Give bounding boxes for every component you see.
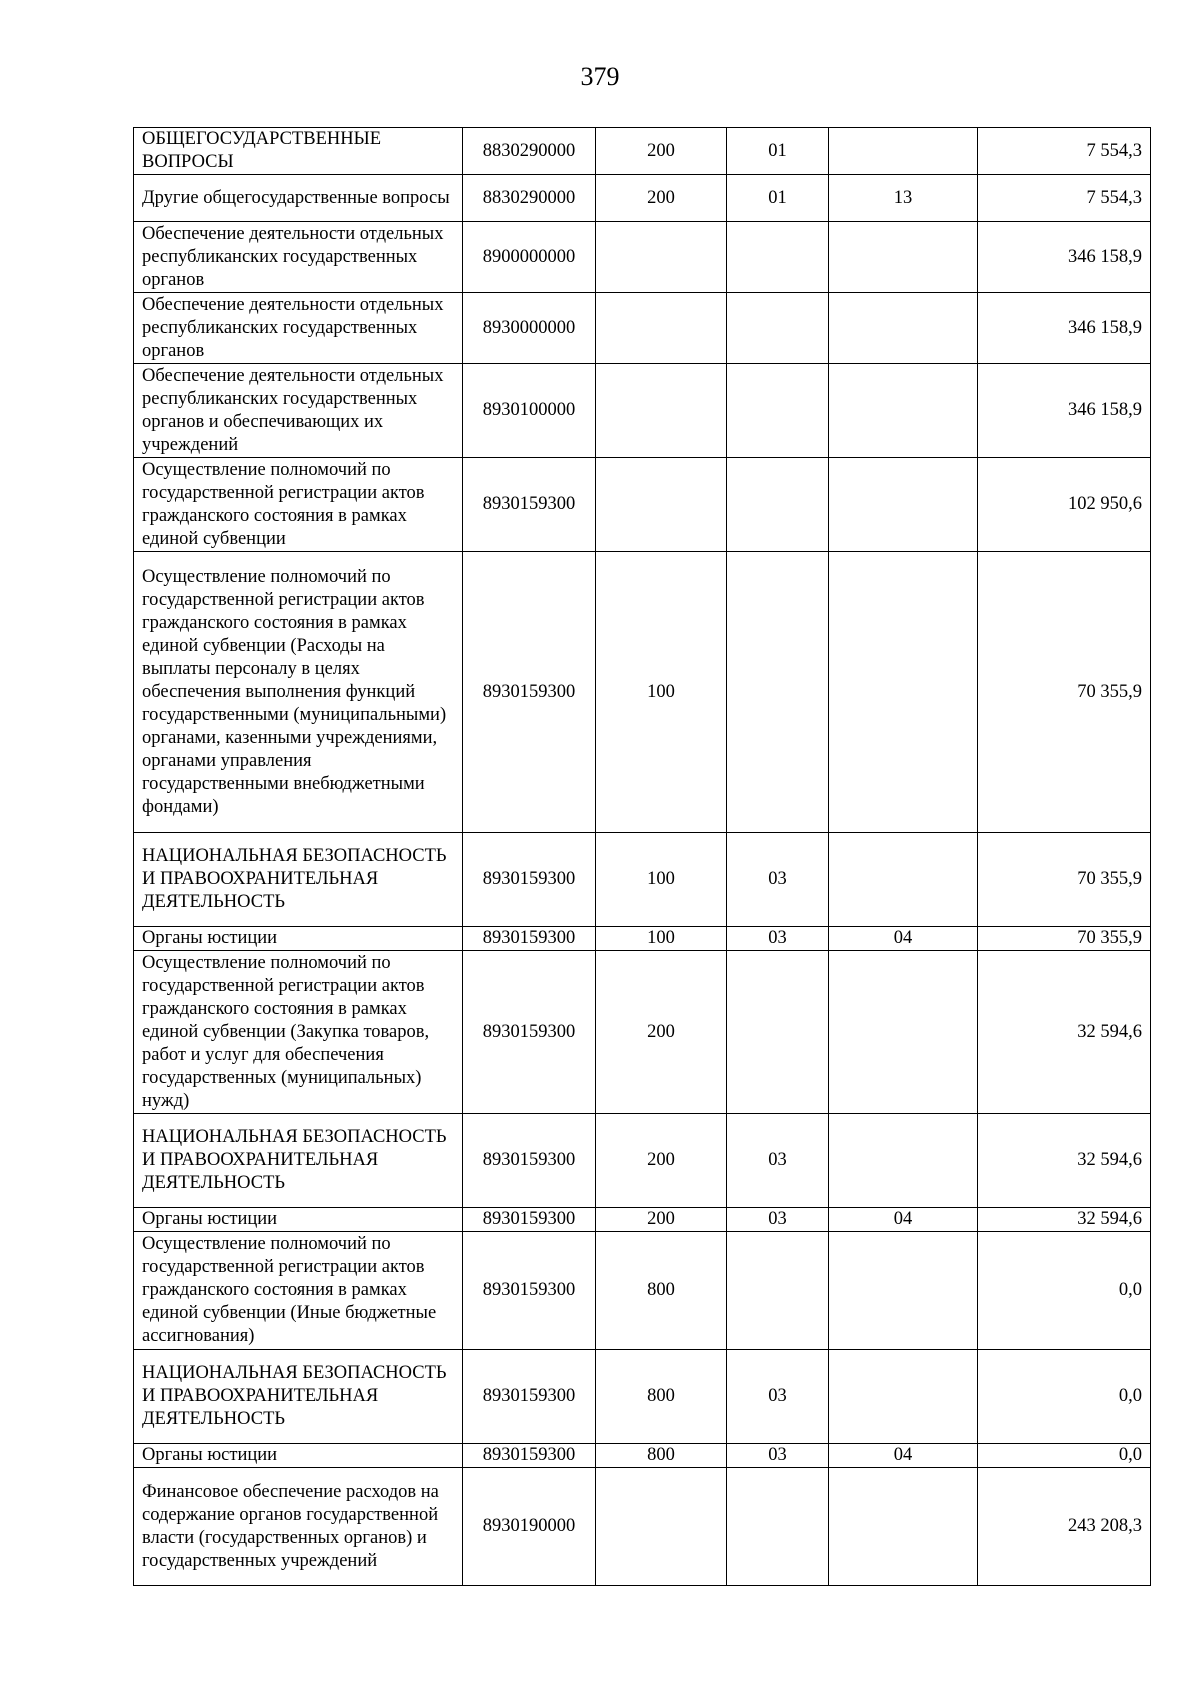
row-expense-type: 100 (596, 833, 727, 927)
row-expense-type (596, 222, 727, 293)
table-row (134, 293, 1151, 364)
row-subsection (829, 458, 978, 552)
row-expense-type: 200 (596, 1114, 727, 1208)
row-target-code: 8930159300 (463, 1444, 596, 1468)
row-section: 03 (727, 1444, 829, 1468)
row-target-code: 8930159300 (463, 833, 596, 927)
table-row (134, 1468, 1151, 1586)
row-section (727, 1232, 829, 1350)
table-row (134, 1350, 1151, 1444)
table-row (134, 1208, 1151, 1232)
table-row (134, 1232, 1151, 1350)
row-expense-type (596, 458, 727, 552)
table-row (134, 552, 1151, 833)
row-expense-type: 800 (596, 1232, 727, 1350)
row-section: 03 (727, 1208, 829, 1232)
row-subsection (829, 833, 978, 927)
row-subsection (829, 364, 978, 458)
row-target-code: 8930100000 (463, 364, 596, 458)
row-expense-type (596, 293, 727, 364)
row-subsection (829, 552, 978, 833)
row-expense-type (596, 364, 727, 458)
row-target-code: 8900000000 (463, 222, 596, 293)
row-name: Органы юстиции (134, 1444, 463, 1468)
row-section: 03 (727, 1350, 829, 1444)
row-subsection: 04 (829, 927, 978, 951)
row-subsection: 04 (829, 1208, 978, 1232)
row-name: ОБЩЕГОСУДАРСТВЕННЫЕ ВОПРОСЫ (134, 128, 463, 175)
budget-table (133, 127, 1151, 1586)
row-amount: 0,0 (978, 1232, 1151, 1350)
row-expense-type: 800 (596, 1444, 727, 1468)
table-row (134, 364, 1151, 458)
table-row (134, 927, 1151, 951)
row-target-code: 8930000000 (463, 293, 596, 364)
row-target-code: 8930159300 (463, 552, 596, 833)
row-target-code: 8830290000 (463, 175, 596, 222)
row-name: Обеспечение деятельности отдельных республиканских государственных органов (134, 293, 463, 364)
row-name: Осуществление полномочий по государственной регистрации актов гражданского состояния в рамках единой субвенции (134, 458, 463, 552)
row-target-code: 8930159300 (463, 927, 596, 951)
row-section (727, 222, 829, 293)
row-name: Органы юстиции (134, 927, 463, 951)
row-name: НАЦИОНАЛЬНАЯ БЕЗОПАСНОСТЬ И ПРАВООХРАНИТЕЛЬНАЯ ДЕЯТЕЛЬНОСТЬ (134, 1114, 463, 1208)
row-subsection (829, 951, 978, 1114)
row-name: Осуществление полномочий по государственной регистрации актов гражданского состояния в рамках единой субвенции (Закупка товаров, работ и услуг для обеспечения государственных (муниципальных) нужд) (134, 951, 463, 1114)
row-target-code: 8930159300 (463, 1208, 596, 1232)
budget-table-body (134, 128, 1151, 1586)
row-section: 01 (727, 175, 829, 222)
row-name: НАЦИОНАЛЬНАЯ БЕЗОПАСНОСТЬ И ПРАВООХРАНИТЕЛЬНАЯ ДЕЯТЕЛЬНОСТЬ (134, 833, 463, 927)
row-expense-type: 200 (596, 951, 727, 1114)
table-row (134, 175, 1151, 222)
row-subsection (829, 293, 978, 364)
row-section (727, 293, 829, 364)
row-amount: 32 594,6 (978, 1114, 1151, 1208)
table-row (134, 951, 1151, 1114)
row-section: 03 (727, 833, 829, 927)
row-subsection (829, 128, 978, 175)
row-expense-type: 800 (596, 1350, 727, 1444)
row-section: 01 (727, 128, 829, 175)
row-subsection (829, 1232, 978, 1350)
row-subsection: 04 (829, 1444, 978, 1468)
row-subsection (829, 1350, 978, 1444)
row-section (727, 458, 829, 552)
row-name: Другие общегосударственные вопросы (134, 175, 463, 222)
table-row (134, 222, 1151, 293)
row-amount: 32 594,6 (978, 1208, 1151, 1232)
row-amount: 102 950,6 (978, 458, 1151, 552)
row-target-code: 8930159300 (463, 458, 596, 552)
row-subsection (829, 1468, 978, 1586)
row-name: Обеспечение деятельности отдельных республиканских государственных органов и обеспечивающих их учреждений (134, 364, 463, 458)
row-target-code: 8930190000 (463, 1468, 596, 1586)
row-amount: 346 158,9 (978, 222, 1151, 293)
row-expense-type: 100 (596, 927, 727, 951)
row-amount: 0,0 (978, 1350, 1151, 1444)
row-amount: 243 208,3 (978, 1468, 1151, 1586)
row-subsection: 13 (829, 175, 978, 222)
row-target-code: 8930159300 (463, 951, 596, 1114)
table-row (134, 1114, 1151, 1208)
row-name: Финансовое обеспечение расходов на содержание органов государственной власти (государственных органов) и государственных учреждений (134, 1468, 463, 1586)
row-name: Осуществление полномочий по государственной регистрации актов гражданского состояния в рамках единой субвенции (Иные бюджетные ассигнования) (134, 1232, 463, 1350)
row-amount: 70 355,9 (978, 552, 1151, 833)
row-target-code: 8830290000 (463, 128, 596, 175)
row-section: 03 (727, 1114, 829, 1208)
row-amount: 70 355,9 (978, 927, 1151, 951)
row-name: Осуществление полномочий по государственной регистрации актов гражданского состояния в рамках единой субвенции (Расходы на выплаты персоналу в целях обеспечения выполнения функций государственными (муниципальными) органами, казенными учреждениями, органами управления государственными внебюджетными фондами) (134, 552, 463, 833)
row-amount: 346 158,9 (978, 293, 1151, 364)
row-expense-type (596, 1468, 727, 1586)
row-expense-type: 200 (596, 128, 727, 175)
row-subsection (829, 1114, 978, 1208)
row-amount: 70 355,9 (978, 833, 1151, 927)
row-expense-type: 200 (596, 1208, 727, 1232)
row-target-code: 8930159300 (463, 1114, 596, 1208)
row-expense-type: 200 (596, 175, 727, 222)
row-name: Органы юстиции (134, 1208, 463, 1232)
row-amount: 0,0 (978, 1444, 1151, 1468)
row-amount: 7 554,3 (978, 175, 1151, 222)
row-section (727, 1468, 829, 1586)
page-number: 379 (580, 62, 620, 91)
row-amount: 32 594,6 (978, 951, 1151, 1114)
row-section (727, 364, 829, 458)
row-section (727, 552, 829, 833)
row-section (727, 951, 829, 1114)
row-name: Обеспечение деятельности отдельных республиканских государственных органов (134, 222, 463, 293)
row-target-code: 8930159300 (463, 1232, 596, 1350)
table-row (134, 1444, 1151, 1468)
row-amount: 7 554,3 (978, 128, 1151, 175)
row-subsection (829, 222, 978, 293)
table-row (134, 458, 1151, 552)
row-section: 03 (727, 927, 829, 951)
row-amount: 346 158,9 (978, 364, 1151, 458)
table-row (134, 833, 1151, 927)
row-expense-type: 100 (596, 552, 727, 833)
row-target-code: 8930159300 (463, 1350, 596, 1444)
table-row (134, 128, 1151, 175)
row-name: НАЦИОНАЛЬНАЯ БЕЗОПАСНОСТЬ И ПРАВООХРАНИТЕЛЬНАЯ ДЕЯТЕЛЬНОСТЬ (134, 1350, 463, 1444)
